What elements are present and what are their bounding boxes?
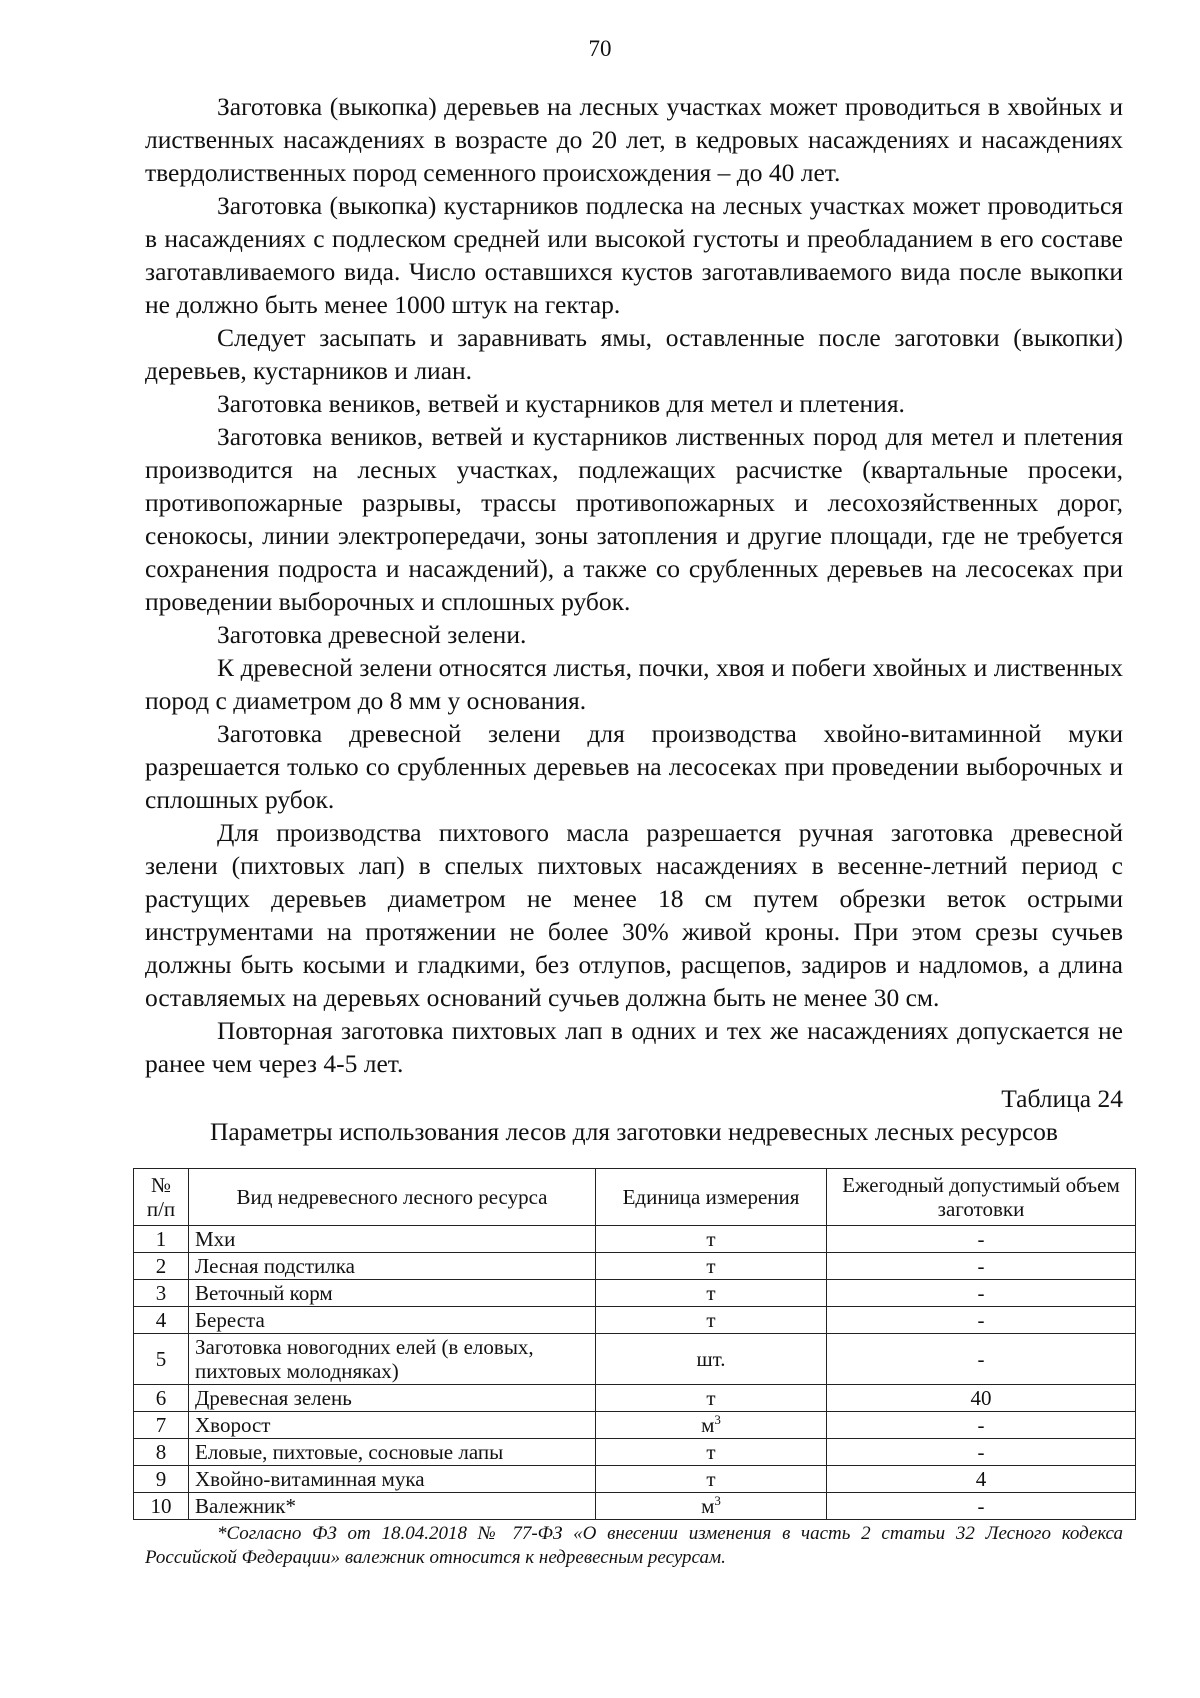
unit-cell xyxy=(596,1466,827,1493)
volume-value: - xyxy=(827,1439,1136,1466)
unit-value: т xyxy=(706,1440,716,1464)
paragraph: Заготовка (выкопка) деревьев на лесных участках может проводиться в хвойных и лиственных насаждениях в возрасте до 20 лет, в кедровых насаждениях и насаждениях твердолиственных пород семенного происхождения – до 40 лет. xyxy=(145,92,1123,187)
row-number: 8 xyxy=(134,1439,189,1466)
unit-cell xyxy=(596,1280,827,1307)
volume-value: - xyxy=(827,1412,1136,1439)
unit-cell xyxy=(596,1253,827,1280)
table-row xyxy=(134,1466,1136,1493)
paragraph: Следует засыпать и заравнивать ямы, оставленные после заготовки (выкопки) деревьев, кустарников и лиан. xyxy=(145,323,1123,385)
paragraph: К древесной зелени относятся листья, почки, хвоя и побеги хвойных и лиственных пород с диаметром до 8 мм у основания. xyxy=(145,653,1123,715)
table-footnote: *Согласно ФЗ от 18.04.2018 № 77-ФЗ «О внесении изменения в часть 2 статьи 32 Лесного кодекса Российской Федерации» валежник относится к недревесным ресурсам. xyxy=(145,1523,1123,1568)
resource-name: Веточный корм xyxy=(189,1280,596,1307)
table-row xyxy=(134,1493,1136,1520)
row-number: 10 xyxy=(134,1493,189,1520)
resource-name: Береста xyxy=(189,1307,596,1334)
unit-value: т xyxy=(706,1386,716,1410)
volume-value: 4 xyxy=(827,1466,1136,1493)
header-unit: Единица измерения xyxy=(596,1169,827,1226)
paragraph: Заготовка древесной зелени для производства хвойно-витаминной муки разрешается только со срубленных деревьев на лесосеках при проведении выборочных и сплошных рубок. xyxy=(145,719,1123,814)
resource-name: Хвойно-витаминная мука xyxy=(189,1466,596,1493)
unit-value: т xyxy=(706,1467,716,1491)
paragraph: Повторная заготовка пихтовых лап в одних и тех же насаждениях допускается не ранее чем через 4-5 лет. xyxy=(145,1016,1123,1078)
resources-table xyxy=(133,1168,1136,1520)
unit-cell xyxy=(596,1307,827,1334)
unit-value: т xyxy=(706,1254,716,1278)
unit-cell xyxy=(596,1439,827,1466)
unit-superscript: 3 xyxy=(714,1412,721,1427)
table-body xyxy=(134,1226,1136,1520)
unit-cell xyxy=(596,1385,827,1412)
header-num: № п/п xyxy=(134,1169,189,1226)
unit-superscript: 3 xyxy=(714,1493,721,1508)
paragraph: Заготовка (выкопка) кустарников подлеска на лесных участках может проводиться в насаждениях с подлеском средней или высокой густоты и преобладанием в его составе заготавливаемого вида. Число оставшихся кустов заготавливаемого вида после выкопки не должно быть менее 1000 штук на гектар. xyxy=(145,191,1123,319)
unit-value: шт. xyxy=(696,1347,726,1371)
table-row xyxy=(134,1226,1136,1253)
volume-value: 40 xyxy=(827,1385,1136,1412)
resource-name: Еловые, пихтовые, сосновые лапы xyxy=(189,1439,596,1466)
resource-name: Мхи xyxy=(189,1226,596,1253)
document-body xyxy=(145,90,1123,1570)
table-title: Параметры использования лесов для заготовки недревесных лесных ресурсов xyxy=(210,1117,1058,1146)
row-number: 4 xyxy=(134,1307,189,1334)
volume-value: - xyxy=(827,1226,1136,1253)
resource-name: Заготовка новогодних елей (в еловых, пихтовых молодняках) xyxy=(189,1334,596,1385)
volume-value: - xyxy=(827,1307,1136,1334)
volume-value: - xyxy=(827,1334,1136,1385)
table-header-row xyxy=(134,1169,1136,1226)
table-row xyxy=(134,1307,1136,1334)
table-row xyxy=(134,1385,1136,1412)
paragraph: Заготовка древесной зелени. xyxy=(217,620,527,649)
unit-cell xyxy=(596,1226,827,1253)
unit-value: м xyxy=(701,1413,715,1437)
volume-value: - xyxy=(827,1253,1136,1280)
row-number: 3 xyxy=(134,1280,189,1307)
table-row xyxy=(134,1253,1136,1280)
table-label: Таблица 24 xyxy=(1001,1084,1123,1113)
table-row xyxy=(134,1412,1136,1439)
resource-name: Хворост xyxy=(189,1412,596,1439)
row-number: 2 xyxy=(134,1253,189,1280)
unit-cell xyxy=(596,1493,827,1520)
row-number: 7 xyxy=(134,1412,189,1439)
unit-value: т xyxy=(706,1308,716,1332)
header-volume: Ежегодный допустимый объем заготовки xyxy=(827,1169,1136,1226)
unit-value: т xyxy=(706,1227,716,1251)
row-number: 1 xyxy=(134,1226,189,1253)
table-row xyxy=(134,1280,1136,1307)
resource-name: Древесная зелень xyxy=(189,1385,596,1412)
row-number: 6 xyxy=(134,1385,189,1412)
resource-name: Валежник* xyxy=(189,1493,596,1520)
table-row xyxy=(134,1334,1136,1385)
paragraph: Заготовка веников, ветвей и кустарников для метел и плетения. xyxy=(217,389,905,418)
row-number: 9 xyxy=(134,1466,189,1493)
row-number: 5 xyxy=(134,1334,189,1385)
paragraph: Заготовка веников, ветвей и кустарников лиственных пород для метел и плетения производится на лесных участках, подлежащих расчистке (квартальные просеки, противопожарные разрывы, трассы противопожарных и лесохозяйственных дорог, сенокосы, линии электропередачи, зоны затопления и другие площади, где не требуется сохранения подроста и насаждений), а также со срубленных деревьев на лесосеках при проведении выборочных и сплошных рубок. xyxy=(145,422,1123,616)
page-number: 70 xyxy=(588,36,612,61)
volume-value: - xyxy=(827,1493,1136,1520)
unit-cell xyxy=(596,1412,827,1439)
unit-cell xyxy=(596,1334,827,1385)
resource-name: Лесная подстилка xyxy=(189,1253,596,1280)
unit-value: т xyxy=(706,1281,716,1305)
volume-value: - xyxy=(827,1280,1136,1307)
paragraph: Для производства пихтового масла разрешается ручная заготовка древесной зелени (пихтовых лап) в спелых пихтовых насаждениях в весенне-летний период с растущих деревьев диаметром не менее 18 см путем обрезки веток острыми инструментами на протяжении не более 30% живой кроны. При этом срезы сучьев должны быть косыми и гладкими, без отлупов, расщепов, задиров и надломов, а длина оставляемых на деревьях оснований сучьев должна быть не менее 30 см. xyxy=(145,818,1123,1012)
unit-value: м xyxy=(701,1494,715,1518)
header-resource: Вид недревесного лесного ресурса xyxy=(189,1169,596,1226)
table-row xyxy=(134,1439,1136,1466)
